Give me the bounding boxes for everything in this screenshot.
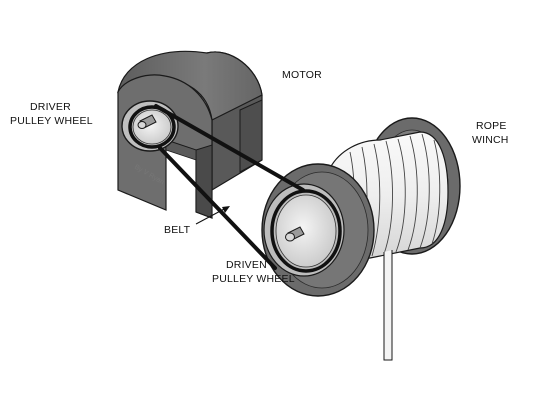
label-rope-line2: WINCH (472, 134, 509, 146)
label-rope-line1: ROPE (476, 120, 507, 132)
label-driver-line2: PULLEY WHEEL (10, 115, 93, 127)
label-belt: BELT (164, 224, 191, 236)
driven-pulley (264, 184, 344, 276)
label-motor: MOTOR (282, 69, 322, 81)
label-driver-line1: DRIVER (30, 101, 71, 113)
signature: By V Ryan (133, 163, 166, 187)
driven-pulley-face (276, 195, 336, 267)
hanging-rope (384, 250, 392, 360)
driver-pulley (122, 101, 178, 151)
label-driven-line2: PULLEY WHEEL (212, 273, 295, 285)
label-driven-line1: DRIVEN (226, 259, 267, 271)
motor-leg-gap (196, 145, 212, 218)
